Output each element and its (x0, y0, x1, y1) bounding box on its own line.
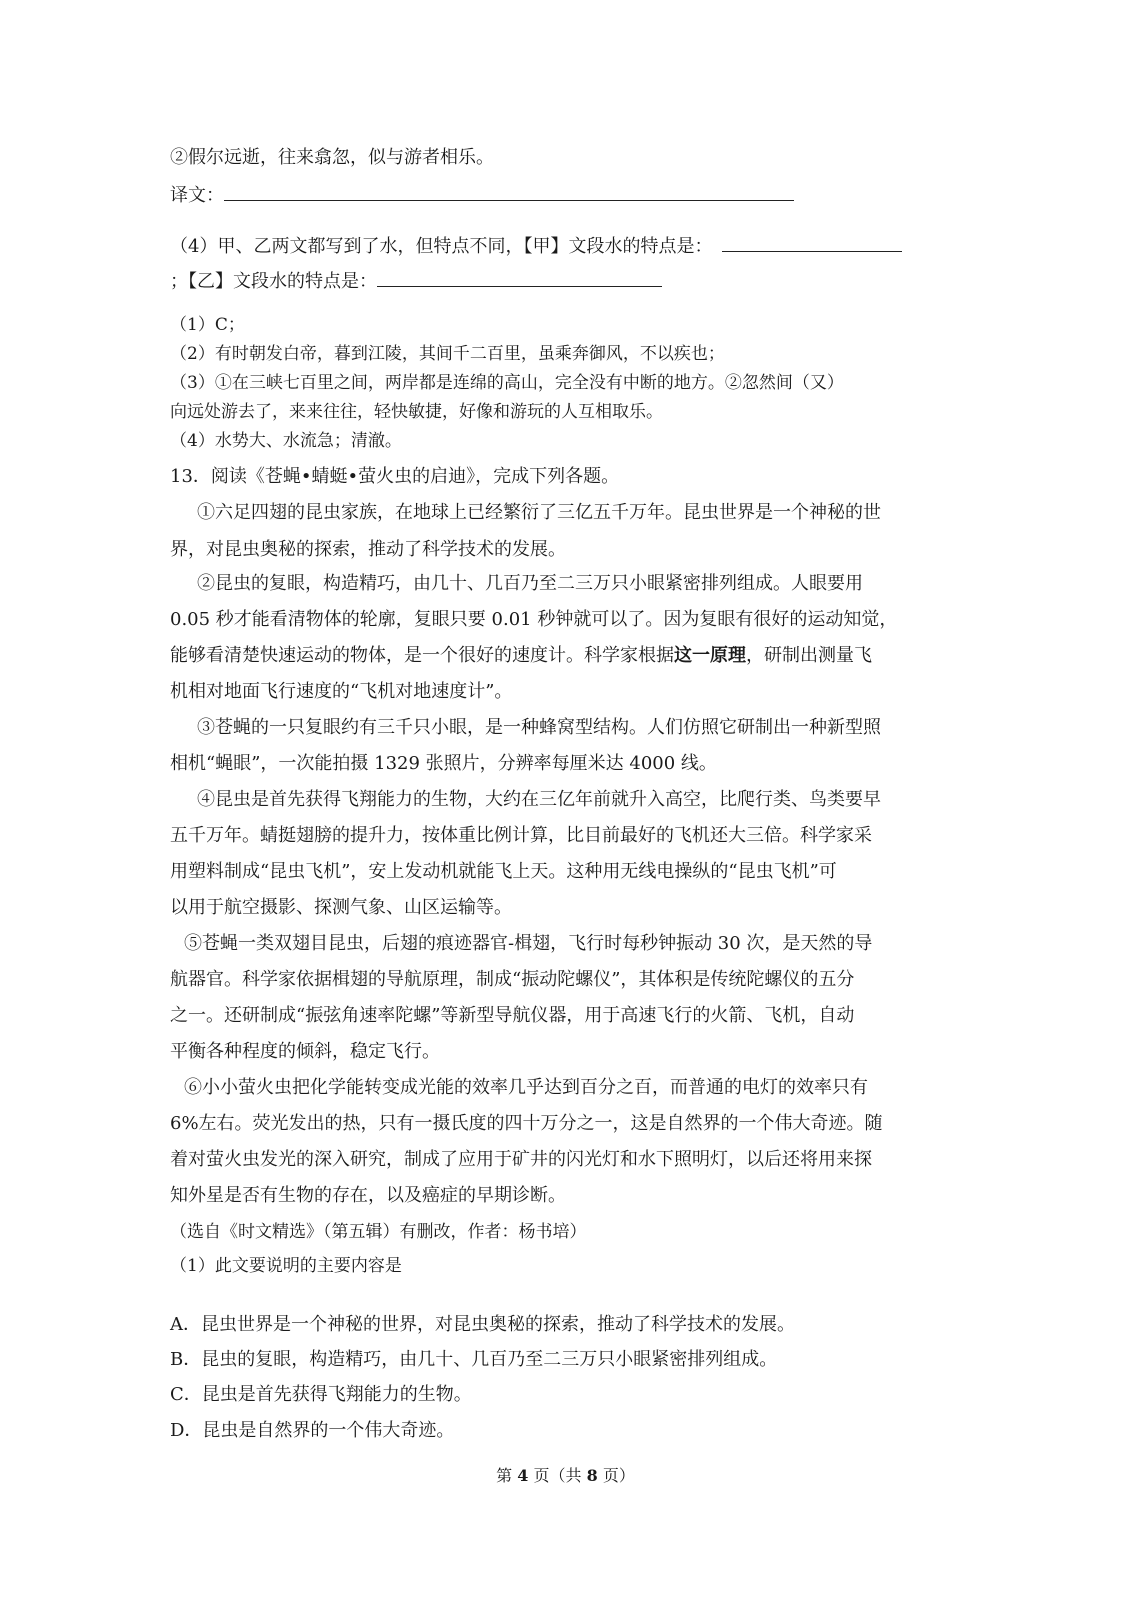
q4-part2-text: ；【乙】文段水的特点是： (170, 271, 377, 292)
answer-4: （4）水势大、水流急；清澈。 (170, 431, 402, 451)
footer-page-number: 4 (517, 1466, 529, 1485)
p3-line2: 相机“蝇眼”，一次能拍摄 1329 张照片，分辨率每厘米达 4000 线。 (170, 753, 717, 774)
sub-question-1: （1）此文要说明的主要内容是 (170, 1256, 402, 1276)
q12-item2-sentence: ②假尔远逝，往来翕忽，似与游者相乐。 (170, 147, 494, 168)
p4-line2: 五千万年。蜻挺翅膀的提升力，按体重比例计算，比目前最好的飞机还大三倍。科学家采 (170, 825, 872, 846)
footer-mid: 页（共 (528, 1466, 587, 1485)
q13-heading: 13．阅读《苍蝇•蜻蜓•萤火虫的启迪》，完成下列各题。 (170, 466, 620, 487)
p2-line3 (170, 643, 872, 669)
jia-water-blank[interactable] (722, 233, 902, 252)
p6-line4: 知外星是否有生物的存在，以及癌症的早期诊断。 (170, 1185, 566, 1206)
yi-water-blank[interactable] (377, 268, 662, 287)
answer-3-line1: （3）①在三峡七百里之间，两岸都是连绵的高山，完全没有中断的地方。②忽然间（又） (170, 373, 844, 393)
p5-line3: 之一。还研制成“振弦角速率陀螺”等新型导航仪器，用于高速飞行的火箭、飞机，自动 (170, 1005, 855, 1026)
p2-line3-post: ，研制出测量飞 (746, 645, 872, 666)
answer-2: （2）有时朝发白帝，暮到江陵，其间千二百里，虽乘奔御风，不以疾也； (170, 344, 725, 364)
option-d[interactable]: D．昆虫是自然界的一个伟大奇迹。 (170, 1420, 455, 1441)
footer-post: 页） (597, 1466, 635, 1485)
p6-line1: ⑥小小萤火虫把化学能转变成光能的效率几乎达到百分之百，而普通的电灯的效率只有 (184, 1077, 868, 1098)
answer-3-line2: 向远处游去了，来来往往，轻快敏捷，好像和游玩的人互相取乐。 (170, 402, 663, 422)
answer-1: （1）C； (170, 315, 245, 335)
p4-line1: ④昆虫是首先获得飞翔能力的生物，大约在三亿年前就升入高空，比爬行类、鸟类要早 (197, 789, 881, 810)
p5-line1: ⑤苍蝇一类双翅目昆虫，后翅的痕迹器官-楫翅，飞行时每秒钟振动 30 次，是天然的导 (184, 933, 873, 954)
p5-line4: 平衡各种程度的倾斜，稳定飞行。 (170, 1041, 440, 1062)
option-b[interactable]: B．昆虫的复眼，构造精巧，由几十、几百乃至二三万只小眼紧密排列组成。 (170, 1349, 778, 1370)
page-footer (0, 1464, 1131, 1488)
p2-line4: 机相对地面飞行速度的“飞机对地速度计”。 (170, 681, 513, 702)
translation-blank[interactable] (224, 182, 794, 201)
p1-line2: 界，对昆虫奥秘的探索，推动了科学技术的发展。 (170, 539, 566, 560)
p2-line1: ②昆虫的复眼，构造精巧，由几十、几百乃至二三万只小眼紧密排列组成。人眼要用 (197, 573, 863, 594)
option-c[interactable]: C．昆虫是首先获得飞翔能力的生物。 (170, 1384, 472, 1405)
q4-part1-text: （4）甲、乙两文都写到了水，但特点不同，【甲】文段水的特点是： (170, 236, 713, 257)
p2-line3-pre: 能够看清楚快速运动的物体，是一个很好的速度计。科学家根据 (170, 645, 674, 666)
option-a[interactable]: A．昆虫世界是一个神秘的世界，对昆虫奥秘的探索，推动了科学技术的发展。 (170, 1314, 795, 1335)
p5-line2: 航器官。科学家依据楫翅的导航原理，制成“振动陀螺仪”，其体积是传统陀螺仪的五分 (170, 969, 855, 990)
p2-bold-phrase: 这一原理 (674, 645, 746, 666)
p4-line4: 以用于航空摄影、探测气象、山区运输等。 (170, 897, 512, 918)
footer-pre: 第 (496, 1466, 518, 1485)
p1-line1: ①六足四翅的昆虫家族，在地球上已经繁衍了三亿五千万年。昆虫世界是一个神秘的世 (197, 502, 881, 523)
p6-line2: 6%左右。荧光发出的热，只有一摄氏度的四十万分之一，这是自然界的一个伟大奇迹。随 (170, 1113, 883, 1134)
q12-sub4-line2 (170, 268, 662, 295)
translation-line (170, 182, 794, 209)
p4-line3: 用塑料制成“昆虫飞机”，安上发动机就能飞上天。这种用无线电操纵的“昆虫飞机”可 (170, 861, 837, 882)
q12-sub4-line1 (170, 233, 902, 260)
source-citation: （选自《时文精选》（第五辑）有删改，作者：杨书培） (170, 1222, 587, 1242)
p3-line1: ③苍蝇的一只复眼约有三千只小眼，是一种蜂窝型结构。人们仿照它研制出一种新型照 (197, 717, 881, 738)
footer-total-pages: 8 (586, 1466, 598, 1485)
translation-label: 译文： (170, 185, 224, 206)
p6-line3: 着对萤火虫发光的深入研究，制成了应用于矿井的闪光灯和水下照明灯，以后还将用来探 (170, 1149, 872, 1170)
p2-line2: 0.05 秒才能看清物体的轮廓，复眼只要 0.01 秒钟就可以了。因为复眼有很好的运动知觉， (170, 609, 898, 630)
